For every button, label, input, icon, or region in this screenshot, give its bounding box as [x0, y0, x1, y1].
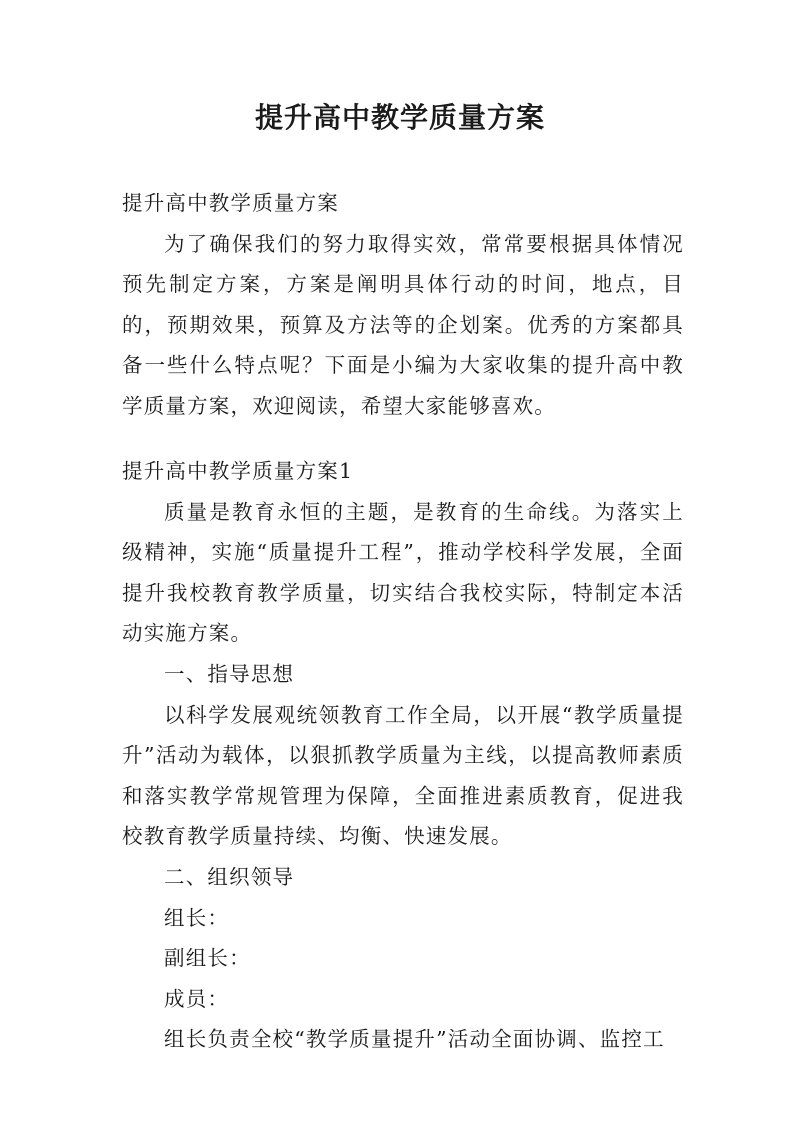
section-heading-guiding-thought: 一、指导思想	[164, 661, 295, 686]
intro-heading: 提升高中教学质量方案	[122, 191, 339, 215]
leader-line: 组长：	[164, 905, 230, 930]
intro-section	[122, 183, 684, 427]
members-line: 成员：	[164, 986, 230, 1011]
plan1-paragraph-guiding-thought: 以科学发展观统领教育工作全局，以开展“教学质量提升”活动为载体，以狠抓教学质量为主线，以提高教师素质和落实教学常规管理为保障，全面推进素质教育，促进我校教育教学质量持续、均衡、快速发展。	[122, 702, 684, 849]
plan1-section	[122, 451, 684, 1060]
plan1-paragraph-purpose: 质量是教育永恒的主题，是教育的生命线。为落实上级精神，实施“质量提升工程”，推动学校科学发展，全面提升我校教育教学质量，切实结合我校实际，特制定本活动实施方案。	[122, 499, 684, 646]
plan1-heading: 提升高中教学质量方案1	[122, 459, 354, 483]
leader-responsibility-paragraph: 组长负责全校“教学质量提升”活动全面协调、监控工	[164, 1027, 665, 1052]
document-title: 提升高中教学质量方案	[254, 101, 545, 134]
section-heading-organization: 二、组织领导	[164, 864, 295, 889]
intro-paragraph: 为了确保我们的努力取得实效，常常要根据具体情况预先制定方案，方案是阐明具体行动的时间，地点，目的，预期效果，预算及方法等的企划案。优秀的方案都具备一些什么特点呢？下面是小编为大家收集的提升高中教学质量方案，欢迎阅读，希望大家能够喜欢。	[122, 231, 684, 418]
deputy-leader-line: 副组长：	[164, 946, 251, 971]
